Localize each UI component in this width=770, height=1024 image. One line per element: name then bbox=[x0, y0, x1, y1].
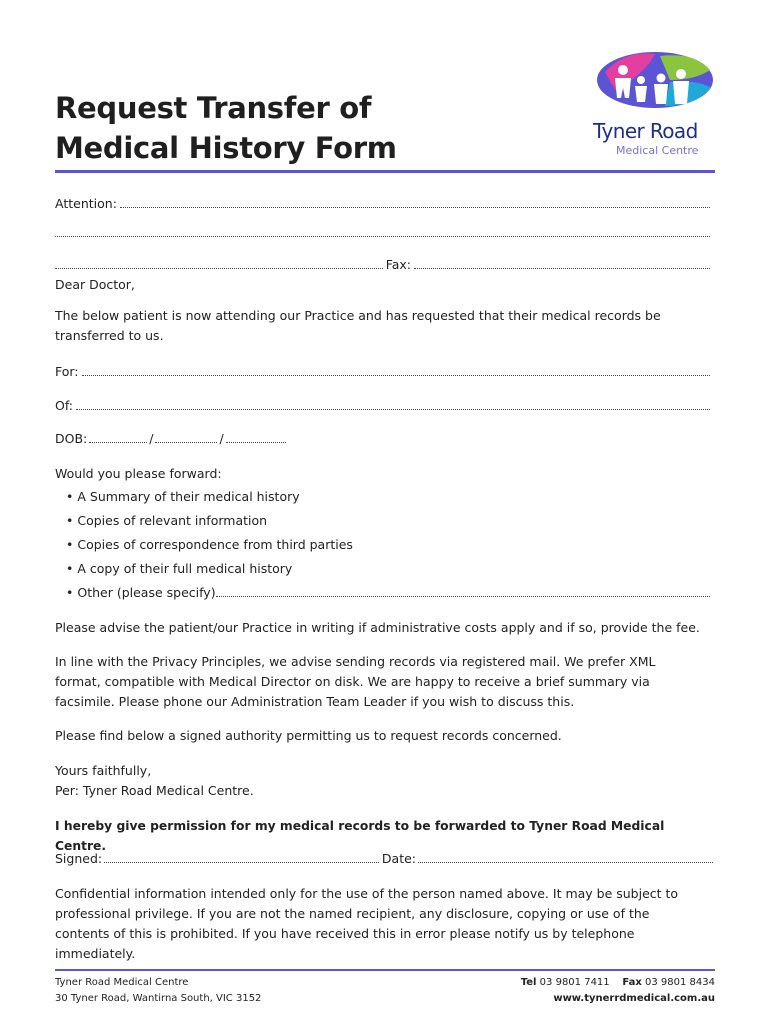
tel-number: 03 9801 7411 bbox=[539, 977, 610, 988]
for-field[interactable] bbox=[55, 364, 713, 379]
dob-month[interactable] bbox=[155, 432, 217, 443]
list-item: • A copy of their full medical history bbox=[66, 561, 293, 576]
fax-footer-label: Fax bbox=[622, 977, 642, 988]
dob-year[interactable] bbox=[226, 432, 286, 443]
privacy-paragraph: In line with the Privacy Principles, we advise sending records via registered mail. We prefer XML format, compatible with Medical Director on disk. We are happy to receive a brief summary via facsimile. Please phone our Administration Team Leader if you wish to discuss this. bbox=[55, 654, 656, 709]
attention-label: Attention: bbox=[55, 196, 117, 211]
attention-field[interactable] bbox=[55, 196, 713, 211]
attention-line[interactable] bbox=[120, 197, 710, 208]
authority-paragraph: Please find below a signed authority permitting us to request records concerned. bbox=[55, 728, 562, 743]
list-item: • A Summary of their medical history bbox=[66, 489, 300, 504]
tel-label: Tel bbox=[520, 977, 537, 988]
of-label: Of: bbox=[55, 398, 74, 413]
logo-subtitle: Medical Centre bbox=[616, 144, 699, 157]
other-specify-line[interactable] bbox=[216, 586, 710, 597]
other-specify-label: • Other (please specify) bbox=[66, 585, 216, 600]
per-line: Per: Tyner Road Medical Centre. bbox=[55, 783, 254, 798]
of-field[interactable] bbox=[55, 398, 713, 413]
fax-field[interactable] bbox=[55, 257, 713, 272]
intro-paragraph: The below patient is now attending our Practice and has requested that their medical records be transferred to us. bbox=[55, 308, 661, 343]
fax-label: Fax: bbox=[385, 257, 411, 272]
signature-date-row[interactable] bbox=[55, 851, 713, 866]
address-line-2[interactable] bbox=[55, 258, 383, 269]
dob-day[interactable] bbox=[89, 432, 147, 443]
footer-contact bbox=[521, 977, 715, 988]
dob-separator-1: / bbox=[149, 431, 154, 446]
for-line[interactable] bbox=[82, 365, 710, 376]
address-line[interactable] bbox=[55, 226, 710, 237]
list-item: • Copies of relevant information bbox=[66, 513, 268, 528]
footer-divider bbox=[55, 969, 715, 971]
attention-line-2[interactable] bbox=[55, 226, 713, 237]
permission-statement: I hereby give permission for my medical records to be forwarded to Tyner Road Medical Centre. bbox=[55, 819, 665, 853]
list-item: • Copies of correspondence from third parties bbox=[66, 537, 353, 552]
dob-label: DOB: bbox=[55, 431, 88, 446]
other-specify-field[interactable] bbox=[66, 585, 713, 600]
date-line[interactable] bbox=[418, 852, 713, 863]
for-label: For: bbox=[55, 364, 79, 379]
header-divider bbox=[55, 170, 715, 173]
signature-line[interactable] bbox=[104, 852, 379, 863]
dob-separator-2: / bbox=[219, 431, 224, 446]
footer-address: 30 Tyner Road, Wantirna South, VIC 3152 bbox=[55, 993, 262, 1004]
page-title bbox=[55, 88, 397, 168]
fax-line[interactable] bbox=[414, 258, 710, 269]
greeting: Dear Doctor, bbox=[55, 277, 135, 292]
footer-website[interactable]: www.tynerrdmedical.com.au bbox=[553, 993, 715, 1004]
forward-prompt: Would you please forward: bbox=[55, 466, 222, 481]
of-line[interactable] bbox=[76, 399, 710, 410]
title-line-1: Request Transfer of bbox=[55, 91, 372, 125]
title-line-2: Medical History Form bbox=[55, 131, 397, 165]
date-label: Date: bbox=[381, 851, 416, 866]
confidentiality-notice: Confidential information intended only for the use of the person named above. It may be subject to professional privilege. If you are not the named recipient, any disclosure, copying or use of the contents of this is prohibited. If you have received this in error please notify us by telephone immediately. bbox=[55, 886, 679, 961]
sign-off: Yours faithfully, bbox=[55, 763, 152, 778]
fax-number: 03 9801 8434 bbox=[645, 977, 715, 988]
footer-org: Tyner Road Medical Centre bbox=[55, 977, 189, 988]
dob-field[interactable] bbox=[55, 431, 713, 446]
costs-paragraph: Please advise the patient/our Practice in writing if administrative costs apply and if so, provide the fee. bbox=[55, 620, 700, 635]
signed-label: Signed: bbox=[55, 851, 103, 866]
logo-name: Tyner Road bbox=[593, 119, 698, 143]
